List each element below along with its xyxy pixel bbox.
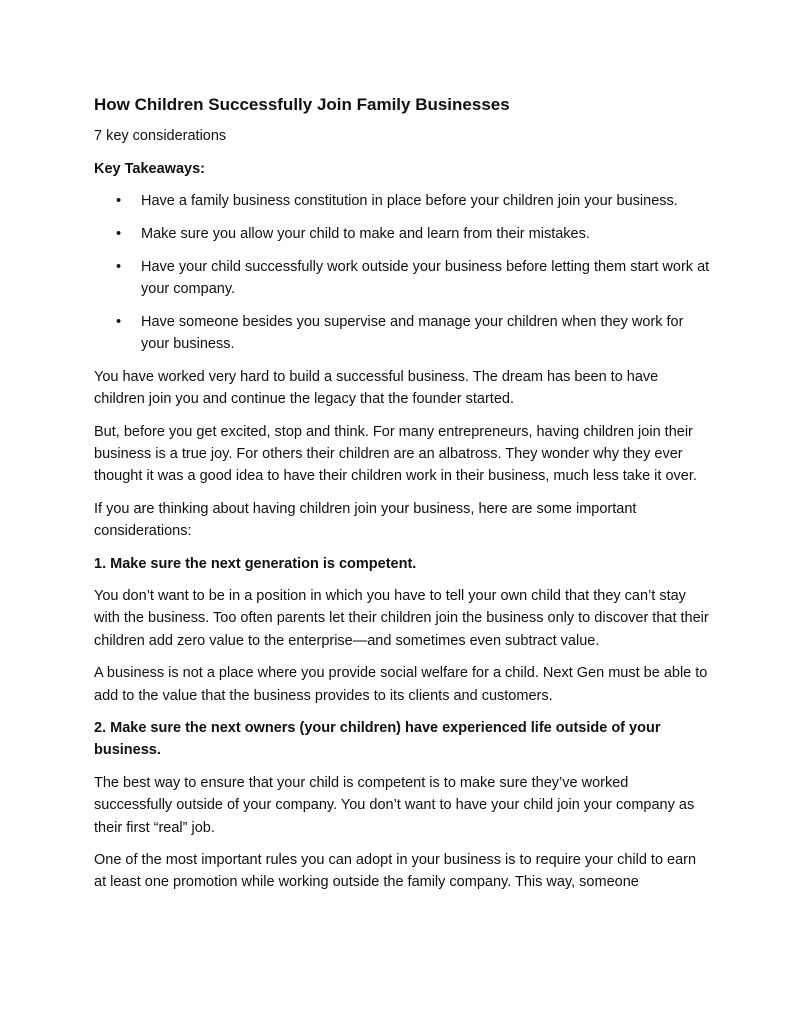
takeaway-text: Have someone besides you supervise and manage your children when they work for your business. (141, 313, 684, 352)
section-paragraph: A business is not a place where you provide social welfare for a child. Next Gen must be able to add to the value that the business provides to its clients and customers. (94, 665, 708, 704)
section-paragraph: One of the most important rules you can adopt in your business is to require your child to earn at least one promotion while working outside the family company. This way, someone (94, 852, 697, 891)
takeaway-item (94, 256, 710, 300)
bullet-icon: • (116, 258, 122, 275)
takeaways-list (94, 190, 710, 355)
document-subtitle: 7 key considerations (94, 128, 227, 144)
section-paragraph: The best way to ensure that your child is competent is to make sure they’ve worked successfully outside of your company. You don’t want to have your child join your company as their first “real” job. (94, 775, 695, 836)
takeaway-text: Have a family business constitution in place before your children join your business. (141, 193, 678, 210)
intro-paragraph: You have worked very hard to build a successful business. The dream has been to have children join you and continue the legacy that the founder started. (94, 368, 659, 407)
document-title: How Children Successfully Join Family Businesses (94, 95, 510, 114)
bullet-icon: • (116, 313, 122, 330)
document-page (94, 92, 710, 904)
takeaway-item (94, 311, 710, 355)
section-heading: 2. Make sure the next owners (your children) have experienced life outside of your business. (94, 720, 661, 759)
intro-paragraph: If you are thinking about having children join your business, here are some important considerations: (94, 500, 637, 539)
takeaway-item (94, 190, 710, 212)
takeaway-text: Have your child successfully work outside your business before letting them start work at your company. (141, 258, 710, 298)
intro-paragraph: But, before you get excited, stop and think. For many entrepreneurs, having children join their business is a true joy. For others their children are an albatross. They wonder why they ever thought it was a good idea to have their children work in their business, much less take it over. (94, 423, 697, 484)
takeaway-text: Make sure you allow your child to make and learn from their mistakes. (141, 226, 590, 243)
takeaway-item (94, 223, 710, 245)
takeaways-heading: Key Takeaways: (94, 160, 205, 177)
bullet-icon: • (116, 226, 122, 243)
bullet-icon: • (116, 193, 122, 210)
section-heading: 1. Make sure the next generation is competent. (94, 555, 417, 572)
section-paragraph: You don’t want to be in a position in which you have to tell your own child that they can’t stay with the business. Too often parents let their children join the business only to discover that their children add zero value to the enterprise—and sometimes even subtract value. (94, 588, 709, 649)
